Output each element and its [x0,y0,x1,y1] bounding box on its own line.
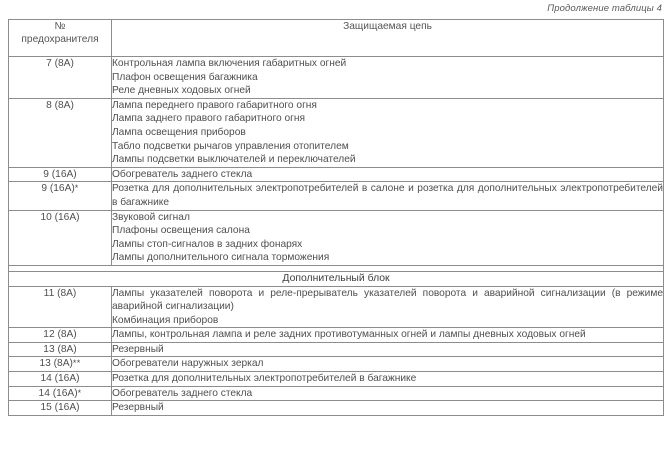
circuit-line: Розетка для дополнительных электропотребителей в багажнике [112,373,417,385]
table-row [9,401,664,416]
protected-circuit-cell [112,98,664,167]
fuse-number-cell: 15 (16A) [9,401,112,416]
fuse-table [8,19,664,416]
fuse-number-cell: 8 (8A) [9,98,112,167]
circuit-line: Табло подсветки рычагов управления отопителем [112,140,349,152]
circuit-line: Обогреватель заднего стекла [112,168,253,180]
circuit-line: Контрольная лампа включения габаритных огней [112,58,347,69]
table-row [9,386,664,401]
column-header-fuse-number-line2: предохранителя [21,34,99,45]
circuit-line: Лампы подсветки выключателей и переключателей [112,154,356,166]
circuit-line: Обогреватель заднего стекла [112,387,253,399]
fuse-number-cell: 10 (16A) [9,210,112,265]
protected-circuit-cell [112,357,664,372]
circuit-paragraph: Лампы указателей поворота и реле-прерыватель указателей поворота и аварийной сигнализации (в режиме аварийной сигнализации) [112,287,663,313]
column-header-protected-circuit: Защищаемая цепь [112,20,664,57]
circuit-line: Обогреватели наружных зеркал [112,358,264,370]
circuit-line: Лампа освещения приборов [112,126,246,138]
fuse-number-cell: 13 (8A) [9,342,112,357]
table-row [9,372,664,387]
circuit-line: Лампы стоп-сигналов в задних фонарях [112,238,303,250]
fuse-number-cell: 9 (16A) [9,167,112,182]
table-row [9,57,664,99]
fuse-footnote-marker: * [74,183,79,194]
protected-circuit-cell [112,328,664,343]
column-header-fuse-number-line1: № [54,21,66,32]
table-row [9,328,664,343]
fuse-footnote-marker: ** [72,358,81,369]
circuit-line: Лампы дополнительного сигнала торможения [112,252,330,264]
protected-circuit-cell [112,372,664,387]
table-header-row [9,20,664,57]
fuse-number-cell: 12 (8A) [9,328,112,343]
circuit-line: Резервный [112,343,164,355]
protected-circuit-cell [112,182,664,210]
fuse-number-cell: 14 (16A)* [9,386,112,401]
table-row [9,167,664,182]
section-banner-row [9,271,664,286]
table-row [9,182,664,210]
protected-circuit-cell [112,286,664,328]
table-head [9,20,664,57]
fuse-number-cell: 13 (8A)** [9,357,112,372]
fuse-footnote-marker: * [77,387,82,398]
protected-circuit-cell [112,210,664,265]
fuse-number-cell: 9 (16A)* [9,182,112,210]
circuit-line: Звуковой сигнал [112,211,190,223]
circuit-line: Комбинация приборов [112,314,219,326]
table-body-main-block [9,57,664,266]
circuit-line: Плафоны освещения салона [112,225,250,237]
table-row [9,342,664,357]
fuse-number-cell: 11 (8A) [9,286,112,328]
protected-circuit-cell [112,167,664,182]
table-row [9,210,664,265]
table-row [9,98,664,167]
protected-circuit-cell [112,342,664,357]
circuit-paragraph: Розетка для дополнительных электропотребителей в салоне и розетка для дополнительных электропотребителей в багажнике [112,183,663,208]
circuit-line: Плафон освещения багажника [112,71,258,83]
circuit-line: Лампы, контрольная лампа и реле задних противотуманных огней и лампы дневных ходовых огней [112,329,586,341]
table-row [9,286,664,328]
table-row [9,357,664,372]
circuit-line: Реле дневных ходовых огней [112,85,251,97]
fuse-number-cell: 7 (8A) [9,57,112,99]
circuit-line: Лампа заднего правого габаритного огня [112,113,305,125]
table-body-section-banner [9,271,664,286]
running-head: Продолжение таблицы 4 [547,3,662,14]
protected-circuit-cell [112,386,664,401]
table-body-additional-block [9,286,664,415]
fuse-number-cell: 14 (16A) [9,372,112,387]
circuit-line: Резервный [112,402,164,414]
protected-circuit-cell [112,401,664,416]
column-header-fuse-number [9,20,112,57]
circuit-line: Лампа переднего правого габаритного огня [112,99,317,111]
section-banner-label: Дополнительный блок [9,271,664,286]
protected-circuit-cell [112,57,664,99]
